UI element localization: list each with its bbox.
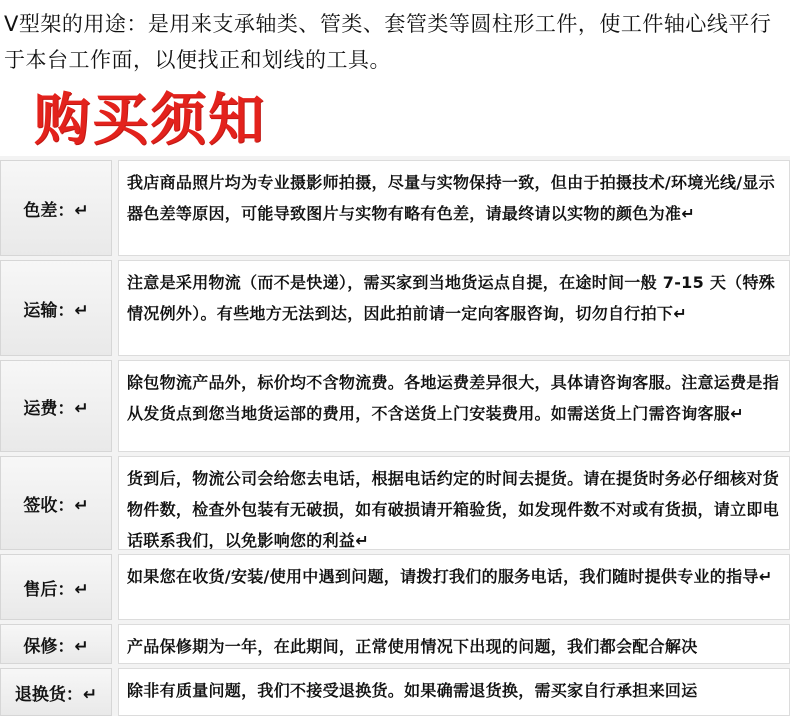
notice-row-return-exchange bbox=[0, 668, 790, 716]
row-label: 运费：↵ bbox=[0, 360, 112, 452]
notice-row-transport bbox=[0, 260, 790, 356]
row-label: 退换货：↵ bbox=[0, 668, 112, 716]
purchase-notice-title: 购买须知 bbox=[34, 88, 266, 153]
notice-row-after-sales bbox=[0, 554, 790, 620]
row-content: 产品保修期为一年，在此期间，正常使用情况下出现的问题，我们都会配合解决 bbox=[118, 624, 790, 664]
notice-row-color-difference bbox=[0, 160, 790, 256]
row-label: 售后：↵ bbox=[0, 554, 112, 620]
notice-table bbox=[0, 156, 790, 716]
row-content: 货到后，物流公司会给您去电话，根据电话约定的时间去提货。请在提货时务必仔细核对货物件数，检查外包装有无破损，如有破损请开箱验货，如发现件数不对或有货损，请立即电话联系我们，以免影响您的利益↵ bbox=[118, 456, 790, 550]
row-content: 除包物流产品外，标价均不含物流费。各地运费差异很大，具体请咨询客服。注意运费是指从发货点到您当地货运部的费用，不含送货上门安装费用。如需送货上门需咨询客服↵ bbox=[118, 360, 790, 452]
row-content: 注意是采用物流（而不是快递），需买家到当地货运点自提，在途时间一般 7-15 天（特殊情况例外）。有些地方无法到达，因此拍前请一定向客服咨询，切勿自行拍下↵ bbox=[118, 260, 790, 356]
row-content: 除非有质量问题，我们不接受退换货。如果确需退货换，需买家自行承担来回运 bbox=[118, 668, 790, 716]
row-label: 色差：↵ bbox=[0, 160, 112, 256]
row-label: 运输：↵ bbox=[0, 260, 112, 356]
intro-text: V型架的用途：是用来支承轴类、管类、套管类等圆柱形工件，使工件轴心线平行于本台工作面，以便找正和划线的工具。 bbox=[4, 12, 772, 72]
row-content: 如果您在收货/安装/使用中遇到问题，请拨打我们的服务电话，我们随时提供专业的指导↵ bbox=[118, 554, 790, 620]
notice-row-shipping-fee bbox=[0, 360, 790, 452]
row-label: 保修：↵ bbox=[0, 624, 112, 664]
row-content: 我店商品照片均为专业摄影师拍摄，尽量与实物保持一致，但由于拍摄技术/环境光线/显示器色差等原因，可能导致图片与实物有略有色差，请最终请以实物的颜色为准↵ bbox=[118, 160, 790, 256]
row-label: 签收：↵ bbox=[0, 456, 112, 550]
notice-row-warranty bbox=[0, 624, 790, 664]
notice-row-sign-for bbox=[0, 456, 790, 550]
